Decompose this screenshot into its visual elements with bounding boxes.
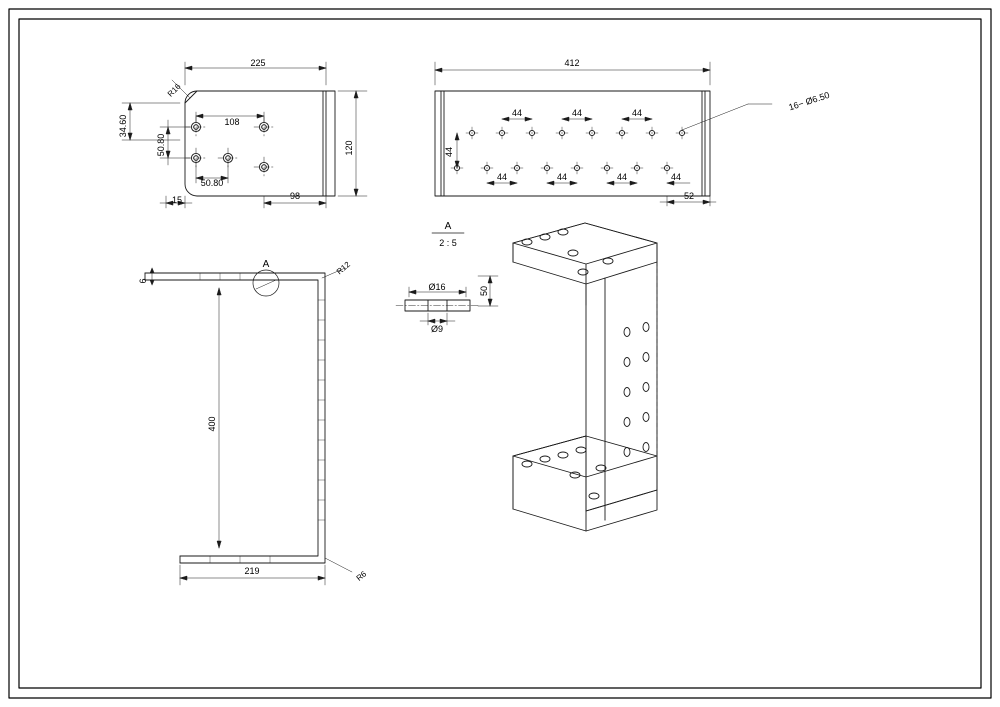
- dim-label-50-80-bottom: 50.80: [200, 178, 224, 188]
- front-view-holes: [454, 130, 684, 170]
- top-view-holes: [191, 122, 268, 171]
- dim-label-6: 6: [138, 278, 148, 284]
- dim-400: [217, 288, 221, 548]
- dim-label-52: 52: [683, 191, 695, 201]
- dim-label-50-80-left: 50.80: [156, 133, 166, 157]
- dim-label-44-g: 44: [670, 172, 682, 182]
- dim-label-r6: R6: [354, 569, 369, 583]
- dim-label-219: 219: [244, 566, 260, 576]
- detail-bubble-label: A: [262, 259, 270, 270]
- side-view: [145, 268, 352, 585]
- dim-44-vertical: [455, 133, 459, 168]
- detail-title: A: [444, 221, 452, 232]
- dim-label-50: 50: [479, 285, 489, 297]
- dim-label-44-c: 44: [631, 108, 643, 118]
- dim-label-120: 120: [344, 140, 354, 156]
- dim-label-44-e: 44: [556, 172, 568, 182]
- iso-holes-top: [522, 229, 613, 275]
- dim-label-dia-9: Ø9: [430, 324, 444, 334]
- dim-label-r16: R16: [165, 81, 183, 99]
- sheet-border: [9, 9, 991, 698]
- dim-6: [150, 268, 154, 285]
- isometric-view: [513, 223, 657, 531]
- leader-r6: [325, 558, 352, 572]
- dim-44-row2: [487, 181, 690, 185]
- dim-label-400: 400: [207, 416, 217, 432]
- dim-label-44-f: 44: [616, 172, 628, 182]
- dim-label-44-a: 44: [511, 108, 523, 118]
- dim-label-225: 225: [250, 58, 266, 68]
- dim-34-60: [122, 103, 180, 140]
- dim-label-hole-callout: 16− Ø6.50: [787, 89, 831, 113]
- iso-holes-web: [624, 323, 649, 457]
- dim-label-r12: R12: [334, 259, 352, 277]
- dim-label-15: 15: [171, 195, 183, 205]
- leader-hole-callout: [682, 104, 772, 130]
- dimension-labels: [118, 58, 831, 583]
- iso-holes-bottom: [522, 447, 606, 499]
- dim-label-dia-16: Ø16: [428, 282, 446, 292]
- dim-label-44-b: 44: [571, 108, 583, 118]
- detail-scale: 2 : 5: [439, 238, 457, 248]
- dim-label-44-vert: 44: [444, 146, 454, 158]
- dim-label-108: 108: [224, 117, 240, 127]
- dim-label-44-d: 44: [496, 172, 508, 182]
- dim-label-34-60: 34.60: [118, 114, 128, 138]
- dim-label-412: 412: [564, 58, 580, 68]
- dim-label-98: 98: [289, 191, 301, 201]
- front-view: [435, 62, 772, 206]
